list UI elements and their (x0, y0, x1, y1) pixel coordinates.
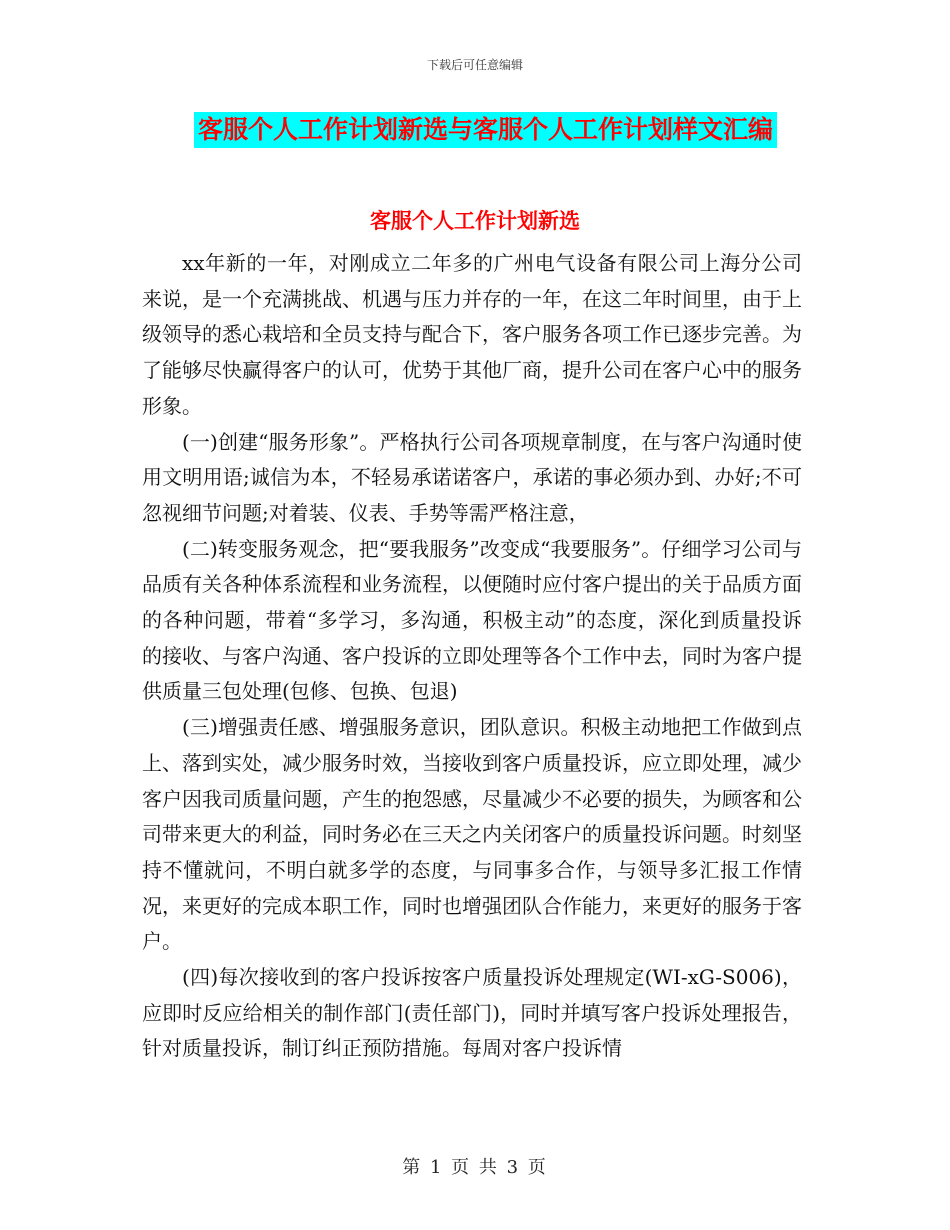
paragraph-2: (二)转变服务观念，把“要我服务”改变成“我要服务”。仔细学习公司与品质有关各种体系流程和业务流程，以便随时应付客户提出的关于品质方面的各种问题，带着“多学习，多沟通，积极主动”的态度，深化到质量投诉的接收、与客户沟通、客户投诉的立即处理等各个工作中去，同时为客户提供质量三包处理(包修、包换、包退) (142, 536, 802, 704)
header-note: 下载后可任意编辑 (426, 58, 523, 72)
paragraph-4: (四)每次接收到的客户投诉按客户质量投诉处理规定(WI-xG-S006)，应即时反应给相关的制作部门(责任部门)，同时并填写客户投诉处理报告，针对质量投诉，制订纠正预防措施。每周对客户投诉情 (142, 965, 802, 1061)
document-body (142, 246, 802, 1067)
page-footer: 第 1 页 共 3 页 (402, 1157, 548, 1178)
document-title: 客服个人工作计划新选与客服个人工作计划样文汇编 (194, 112, 777, 148)
paragraph-1: (一)创建“服务形象”。严格执行公司各项规章制度，在与客户沟通时使用文明用语;诚信为本，不轻易承诺诺客户，承诺的事必须办到、办好;不可忽视细节问题;对着装、仪表、手势等需严格注意， (142, 429, 802, 525)
paragraph-3: (三)增强责任感、增强服务意识，团队意识。积极主动地把工作做到点上、落到实处，减少服务时效，当接收到客户质量投诉，应立即处理，减少客户因我司质量问题，产生的抱怨感，尽量减少不必要的损失，为顾客和公司带来更大的利益，同时务必在三天之内关闭客户的质量投诉问题。时刻坚持不懂就问，不明白就多学的态度，与同事多合作，与领导多汇报工作情况，来更好的完成本职工作，同时也增强团队合作能力，来更好的服务于客户。 (142, 715, 802, 954)
paragraph-intro: xx年新的一年，对刚成立二年多的广州电气设备有限公司上海分公司来说，是一个充满挑战、机遇与压力并存的一年，在这二年时间里，由于上级领导的悉心栽培和全员支持与配合下，客户服务各项工作已逐步完善。为了能够尽快赢得客户的认可，优势于其他厂商，提升公司在客户心中的服务形象。 (142, 251, 802, 418)
section-title: 客服个人工作计划新选 (370, 209, 580, 233)
